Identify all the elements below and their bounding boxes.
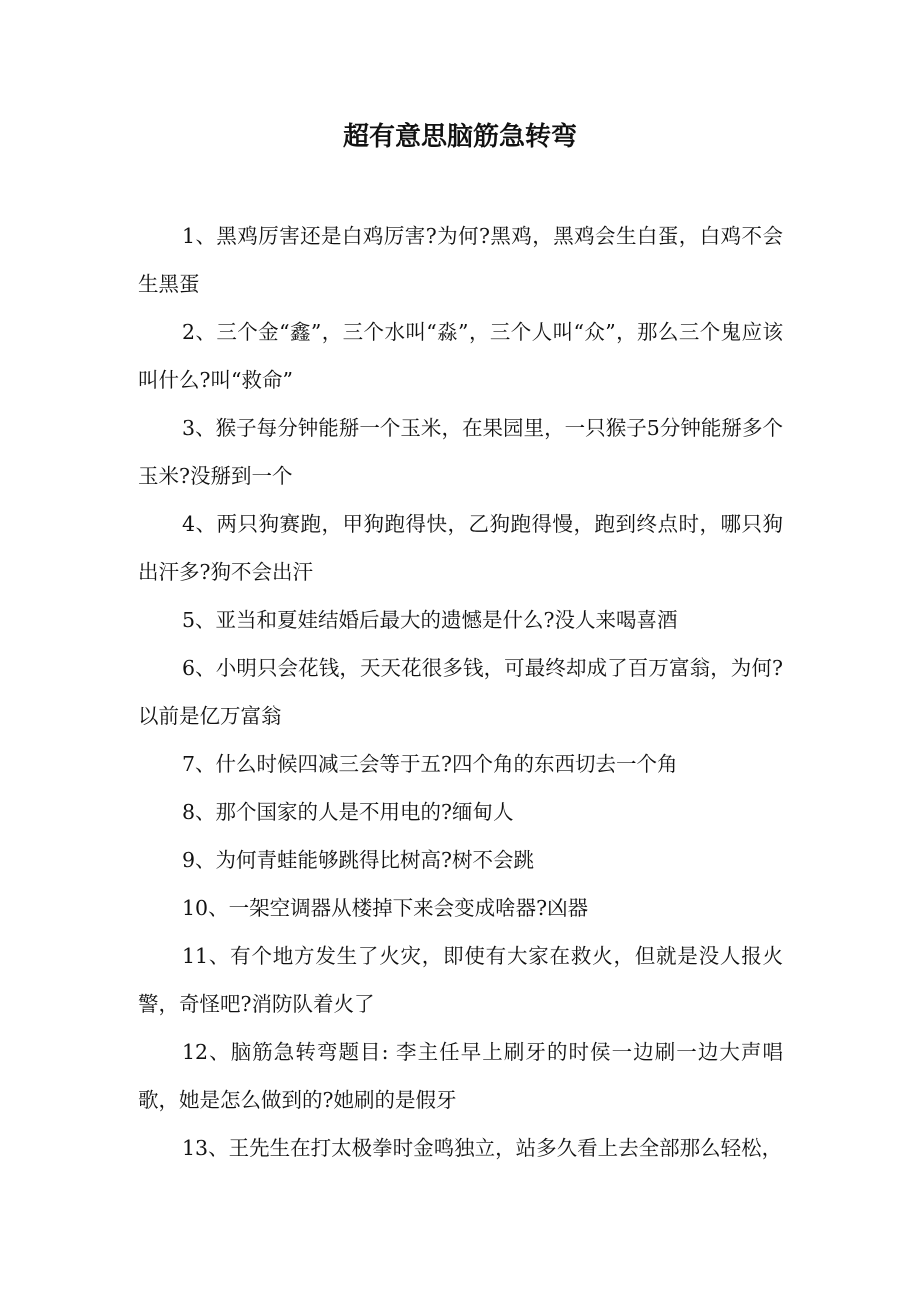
riddle-item: 13、王先生在打太极拳时金鸣独立，站多久看上去全部那么轻松， [182, 1136, 783, 1160]
riddle-item: 1、黑鸡厉害还是白鸡厉害?为何?黑鸡，黑鸡会生白蛋，白鸡不会生黑蛋 [138, 224, 783, 296]
riddle-item: 10、一架空调器从楼掉下来会变成啥器?凶器 [182, 896, 589, 920]
riddle-item: 8、那个国家的人是不用电的?缅甸人 [182, 800, 514, 824]
riddle-item: 9、为何青蛙能够跳得比树高?树不会跳 [182, 848, 535, 872]
riddle-item: 6、小明只会花钱，天天花很多钱，可最终却成了百万富翁，为何?以前是亿万富翁 [138, 656, 783, 728]
riddle-item: 4、两只狗赛跑，甲狗跑得快，乙狗跑得慢，跑到终点时，哪只狗出汗多?狗不会出汗 [138, 512, 783, 584]
riddle-item: 2、三个金“鑫”，三个水叫“淼”，三个人叫“众”，那么三个鬼应该叫什么?叫“救命” [138, 320, 783, 392]
riddle-item: 5、亚当和夏娃结婚后最大的遗憾是什么?没人来喝喜酒 [182, 608, 678, 632]
riddle-list [138, 212, 783, 1172]
riddle-item: 12、脑筋急转弯题目: 李主任早上刷牙的时侯一边刷一边大声唱歌，她是怎么做到的?她刷的是假牙 [138, 1040, 783, 1112]
riddle-item: 3、猴子每分钟能掰一个玉米，在果园里，一只猴子5分钟能掰多个玉米?没掰到一个 [138, 416, 783, 488]
riddle-item: 11、有个地方发生了火灾，即使有大家在救火，但就是没人报火警，奇怪吧?消防队着火了 [138, 944, 783, 1016]
riddle-item: 7、什么时候四减三会等于五?四个角的东西切去一个角 [182, 752, 678, 776]
page-title: 超有意思脑筋急转弯 [342, 122, 577, 152]
